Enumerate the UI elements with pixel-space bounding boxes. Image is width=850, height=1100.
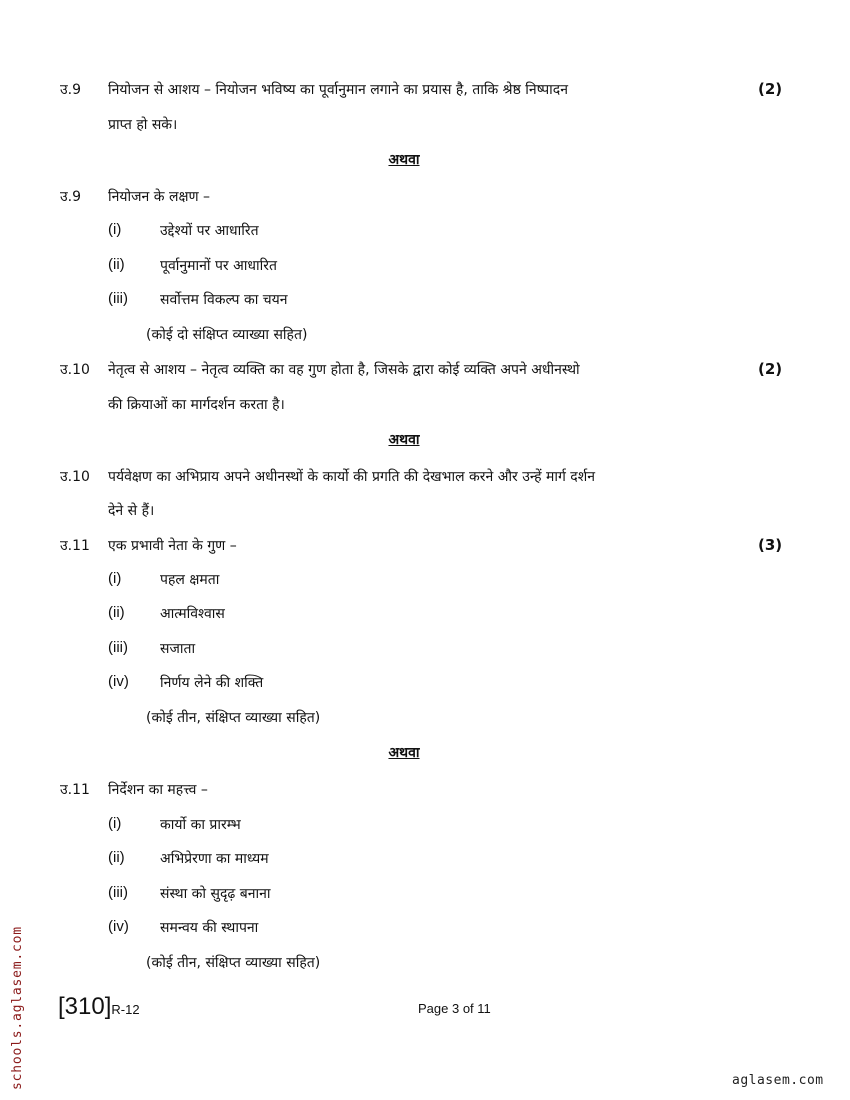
list-item-number: (iv): [108, 918, 129, 935]
answer-note: (कोई तीन, संक्षिप्त व्याख्या सहित): [146, 955, 321, 971]
list-item: उद्देश्यों पर आधारित: [160, 223, 259, 239]
or-separator: अथवा: [388, 432, 420, 448]
marks: (3): [758, 536, 783, 554]
answer-text: की क्रियाओं का मार्गदर्शन करता है।: [108, 397, 285, 413]
marks: (2): [758, 360, 783, 378]
list-item-number: (i): [108, 221, 122, 238]
or-separator: अथवा: [388, 745, 420, 761]
answer-heading: निर्देशन का महत्त्व –: [108, 782, 208, 798]
list-item-number: (iii): [108, 884, 128, 901]
list-item: अभिप्रेरणा का माध्यम: [160, 851, 269, 867]
question-number: उ.9: [60, 189, 82, 205]
list-item: पहल क्षमता: [160, 572, 220, 588]
list-item-number: (ii): [108, 256, 125, 273]
answer-note: (कोई तीन, संक्षिप्त व्याख्या सहित): [146, 710, 321, 726]
list-item: कार्यो का प्रारम्भ: [160, 817, 241, 833]
or-separator: अथवा: [388, 152, 420, 168]
answer-text: देने से हैं।: [108, 503, 155, 519]
list-item: सजाता: [160, 641, 196, 657]
paper-code: [58, 993, 140, 1021]
question-number: उ.9: [60, 82, 82, 98]
list-item-number: (ii): [108, 604, 125, 621]
list-item-number: (i): [108, 815, 122, 832]
list-item: संस्था को सुदृढ़ बनाना: [160, 886, 271, 902]
answer-text: नियोजन से आशय – नियोजन भविष्य का पूर्वानुमान लगाने का प्रयास है, ताकि श्रेष्ठ निष्पादन: [108, 82, 568, 98]
list-item-number: (ii): [108, 849, 125, 866]
question-number: उ.11: [60, 538, 90, 554]
bottom-watermark: aglasem.com: [732, 1073, 824, 1088]
page-number: Page 3 of 11: [418, 1001, 491, 1016]
answer-text: प्राप्त हो सके।: [108, 117, 178, 133]
marks: (2): [758, 80, 783, 98]
question-number: उ.10: [60, 469, 90, 485]
answer-text: नेतृत्व से आशय – नेतृत्व व्यक्ति का वह गुण होता है, जिसके द्वारा कोई व्यक्ति अपने अधीनस्थो: [108, 362, 580, 378]
list-item-number: (i): [108, 570, 122, 587]
list-item-number: (iv): [108, 673, 129, 690]
answer-heading: नियोजन के लक्षण –: [108, 189, 211, 205]
answer-heading: एक प्रभावी नेता के गुण –: [108, 538, 237, 554]
list-item-number: (iii): [108, 290, 128, 307]
question-number: उ.11: [60, 782, 90, 798]
list-item: पूर्वानुमानों पर आधारित: [160, 258, 277, 274]
list-item: समन्वय की स्थापना: [160, 920, 259, 936]
list-item: आत्मविश्वास: [160, 606, 225, 622]
list-item-number: (iii): [108, 639, 128, 656]
list-item: निर्णय लेने की शक्ति: [160, 675, 264, 691]
answer-note: (कोई दो संक्षिप्त व्याख्या सहित): [146, 327, 308, 343]
answer-text: पर्यवेक्षण का अभिप्राय अपने अधीनस्थों के कार्यो की प्रगति की देखभाल करने और उन्हें मार्ग दर्शन: [108, 469, 596, 485]
series-code: R-12: [111, 1002, 140, 1017]
side-watermark: schools.aglasem.com: [10, 926, 25, 1090]
question-number: उ.10: [60, 362, 90, 378]
subject-code: [310]: [58, 993, 112, 1020]
list-item: सर्वोत्तम विकल्प का चयन: [160, 292, 288, 308]
